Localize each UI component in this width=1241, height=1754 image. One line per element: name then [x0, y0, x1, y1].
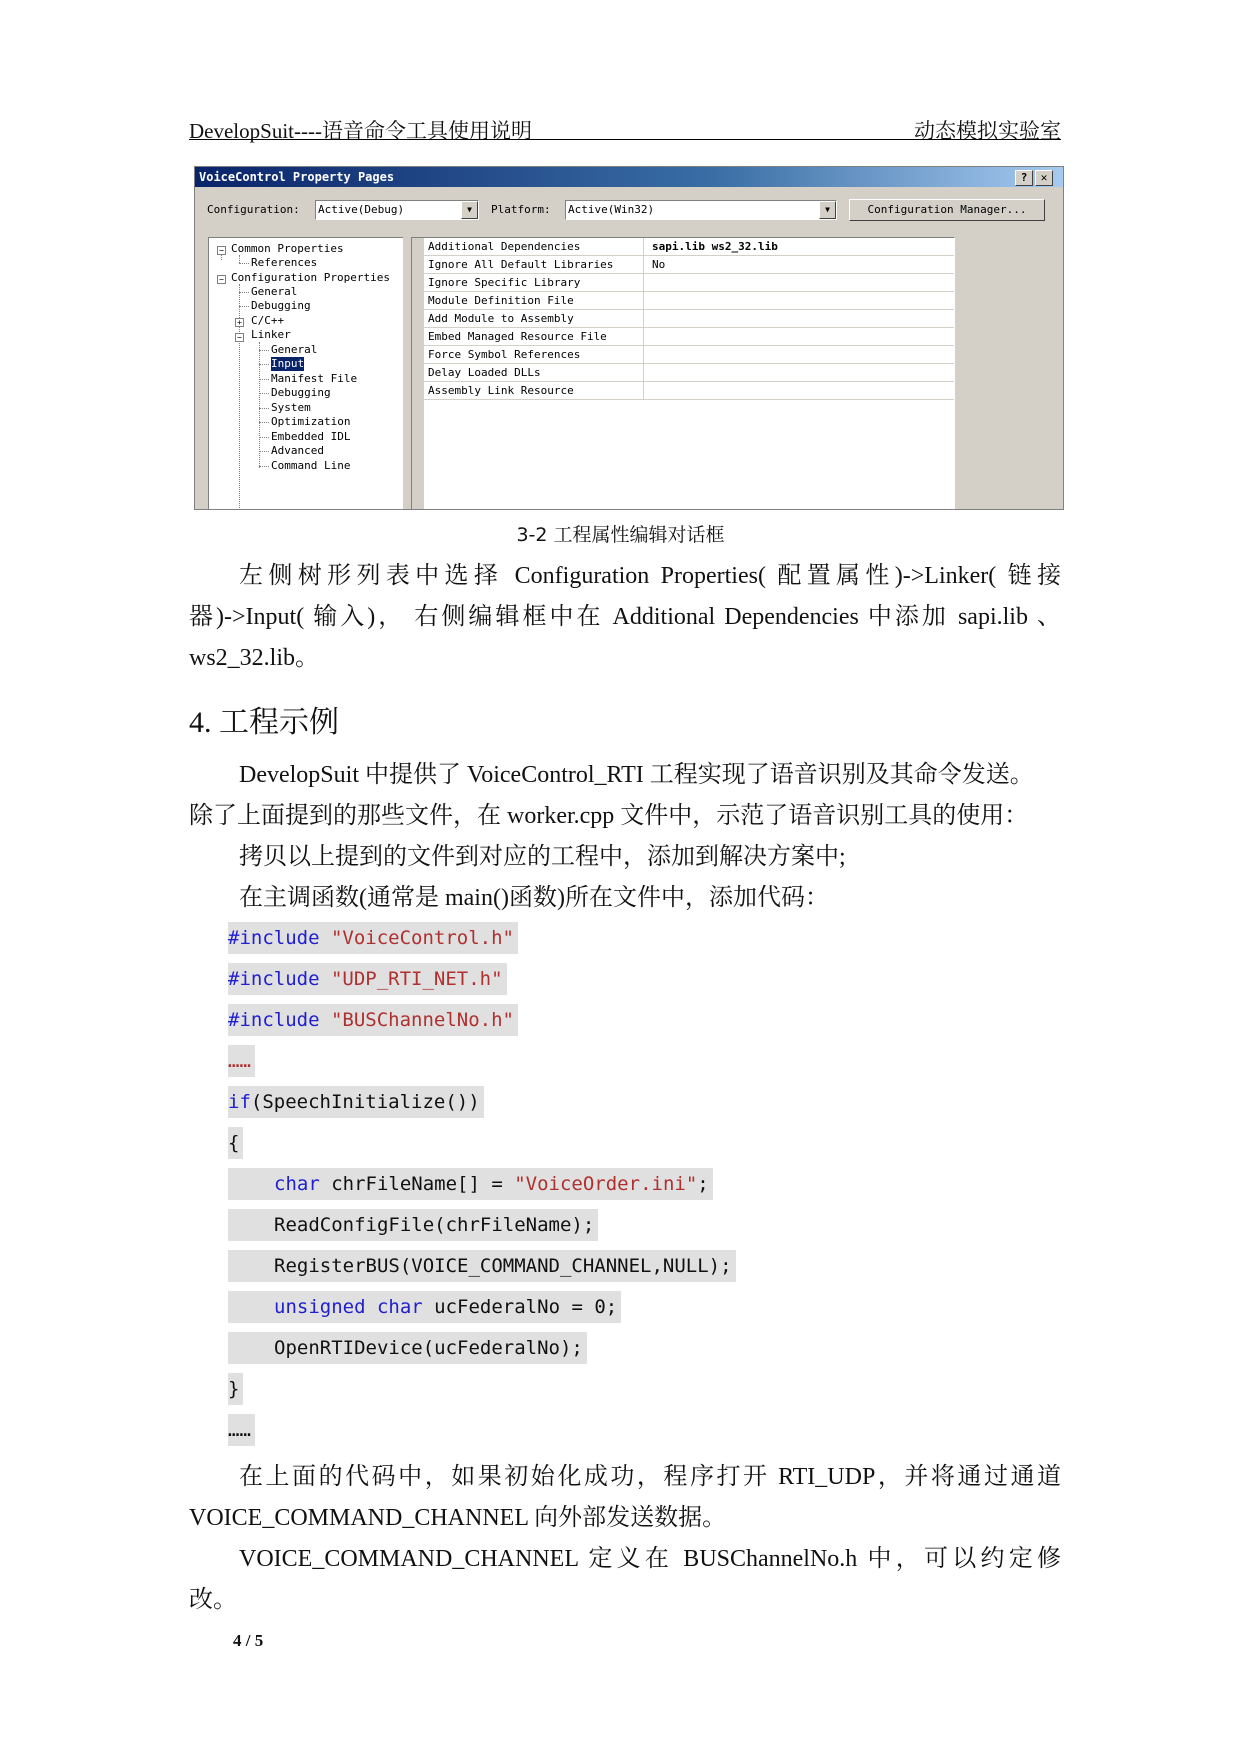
tree-item-embedded-idl[interactable]: Embedded IDL	[271, 430, 351, 443]
tree-item-references[interactable]: References	[251, 256, 318, 269]
configuration-value: Active(Debug)	[318, 203, 405, 216]
tree-scrollbar[interactable]	[403, 237, 407, 510]
paragraph-line: 拷贝以上提到的文件到对应的工程中，添加到解决方案中;	[239, 844, 846, 870]
code-line: unsigned char ucFederalNo = 0;	[228, 1291, 621, 1323]
help-button[interactable]: ?	[1015, 170, 1033, 186]
code-line: if(SpeechInitialize())	[228, 1086, 484, 1118]
paragraph-line: 改。	[189, 1587, 237, 1613]
grid-row[interactable]: Additional Dependencies sapi.lib ws2_32.lib	[412, 238, 954, 256]
chevron-down-icon[interactable]: ▼	[461, 201, 478, 219]
tree-item-general[interactable]: General	[251, 285, 298, 298]
tree-item-command-line[interactable]: Command Line	[271, 459, 351, 472]
grid-row[interactable]: Module Definition File	[412, 292, 954, 310]
chevron-down-icon[interactable]: ▼	[819, 201, 836, 219]
paragraph-line: 在上面的代码中，如果初始化成功，程序打开 RTI_UDP，并将通过通道	[239, 1464, 1061, 1490]
code-line: #include "BUSChannelNo.h"	[228, 1004, 518, 1036]
grid-row[interactable]: Ignore Specific Library	[412, 274, 954, 292]
configuration-manager-button[interactable]: Configuration Manager...	[849, 199, 1045, 221]
configuration-label: Configuration:	[207, 203, 300, 216]
close-button[interactable]: ✕	[1035, 170, 1053, 186]
collapse-icon[interactable]: −	[217, 275, 226, 284]
tree-item-linker[interactable]: Linker	[251, 328, 291, 341]
paragraph-line: 器)->Input( 输入)， 右侧编辑框中在 Additional Dependencies 中添加 sapi.lib 、	[189, 604, 1061, 630]
tree-item-common-properties[interactable]: Common Properties	[231, 242, 344, 255]
tree-item-linker-debugging[interactable]: Debugging	[271, 386, 331, 399]
paragraph-line: ws2_32.lib。	[189, 645, 320, 671]
grid-row[interactable]: Ignore All Default Libraries No	[412, 256, 954, 274]
grid-row[interactable]: Add Module to Assembly	[412, 310, 954, 328]
collapse-icon[interactable]: −	[235, 333, 244, 342]
header-title: DevelopSuit----语音命令工具使用说明	[189, 119, 532, 143]
platform-label: Platform:	[491, 203, 551, 216]
platform-select[interactable]	[565, 200, 837, 220]
header-divider	[189, 139, 1061, 140]
code-line: ……	[228, 1045, 255, 1077]
page-number: 4 / 5	[233, 1631, 264, 1650]
platform-value: Active(Win32)	[568, 203, 655, 216]
grid-row[interactable]: Embed Managed Resource File	[412, 328, 954, 346]
tree-item-manifest-file[interactable]: Manifest File	[271, 372, 358, 385]
tree-item-system[interactable]: System	[271, 401, 311, 414]
property-pages-dialog	[194, 166, 1064, 510]
header-org: 动态模拟实验室	[914, 119, 1061, 143]
code-line: ……	[228, 1414, 255, 1446]
paragraph-line: DevelopSuit 中提供了 VoiceControl_RTI 工程实现了语音识别及其命令发送。	[239, 762, 1034, 788]
section-heading: 4. 工程示例	[189, 706, 339, 739]
expand-icon[interactable]: +	[235, 318, 244, 327]
grid-row[interactable]: Assembly Link Resource	[412, 382, 954, 400]
code-line: ReadConfigFile(chrFileName);	[228, 1209, 598, 1241]
figure-caption: 3-2 工程属性编辑对话框	[516, 524, 725, 546]
property-tree[interactable]	[208, 237, 404, 510]
code-line: }	[228, 1373, 243, 1405]
grid-row[interactable]: Force Symbol References	[412, 346, 954, 364]
tree-item-linker-input[interactable]: Input	[271, 357, 305, 370]
code-line: RegisterBUS(VOICE_COMMAND_CHANNEL,NULL);	[228, 1250, 736, 1282]
paragraph-line: 在主调函数(通常是 main()函数)所在文件中，添加代码：	[239, 885, 829, 911]
collapse-icon[interactable]: −	[217, 246, 226, 255]
tree-item-optimization[interactable]: Optimization	[271, 415, 351, 428]
dialog-title: VoiceControl Property Pages	[195, 167, 1063, 187]
paragraph-line: 左侧树形列表中选择 Configuration Properties( 配置属性)->Linker( 链接	[239, 563, 1061, 589]
paragraph-line: VOICE_COMMAND_CHANNEL 定义在 BUSChannelNo.h 中，可以约定修	[239, 1546, 1061, 1572]
grid-row[interactable]: Delay Loaded DLLs	[412, 364, 954, 382]
paragraph-line: 除了上面提到的那些文件，在 worker.cpp 文件中，示范了语音识别工具的使用：	[189, 803, 1029, 829]
tree-item-linker-general[interactable]: General	[271, 343, 318, 356]
paragraph-line: VOICE_COMMAND_CHANNEL 向外部发送数据。	[189, 1505, 727, 1531]
tree-item-advanced[interactable]: Advanced	[271, 444, 324, 457]
configuration-select[interactable]	[315, 200, 479, 220]
tree-item-debugging[interactable]: Debugging	[251, 299, 311, 312]
code-line: OpenRTIDevice(ucFederalNo);	[228, 1332, 587, 1364]
code-line: #include "VoiceControl.h"	[228, 922, 518, 954]
code-line: #include "UDP_RTI_NET.h"	[228, 963, 507, 995]
tree-item-cpp[interactable]: C/C++	[251, 314, 285, 327]
tree-item-configuration-properties[interactable]: Configuration Properties	[231, 271, 390, 284]
code-line: {	[228, 1127, 243, 1159]
property-grid[interactable]	[411, 237, 955, 510]
code-line: char chrFileName[] = "VoiceOrder.ini";	[228, 1168, 713, 1200]
